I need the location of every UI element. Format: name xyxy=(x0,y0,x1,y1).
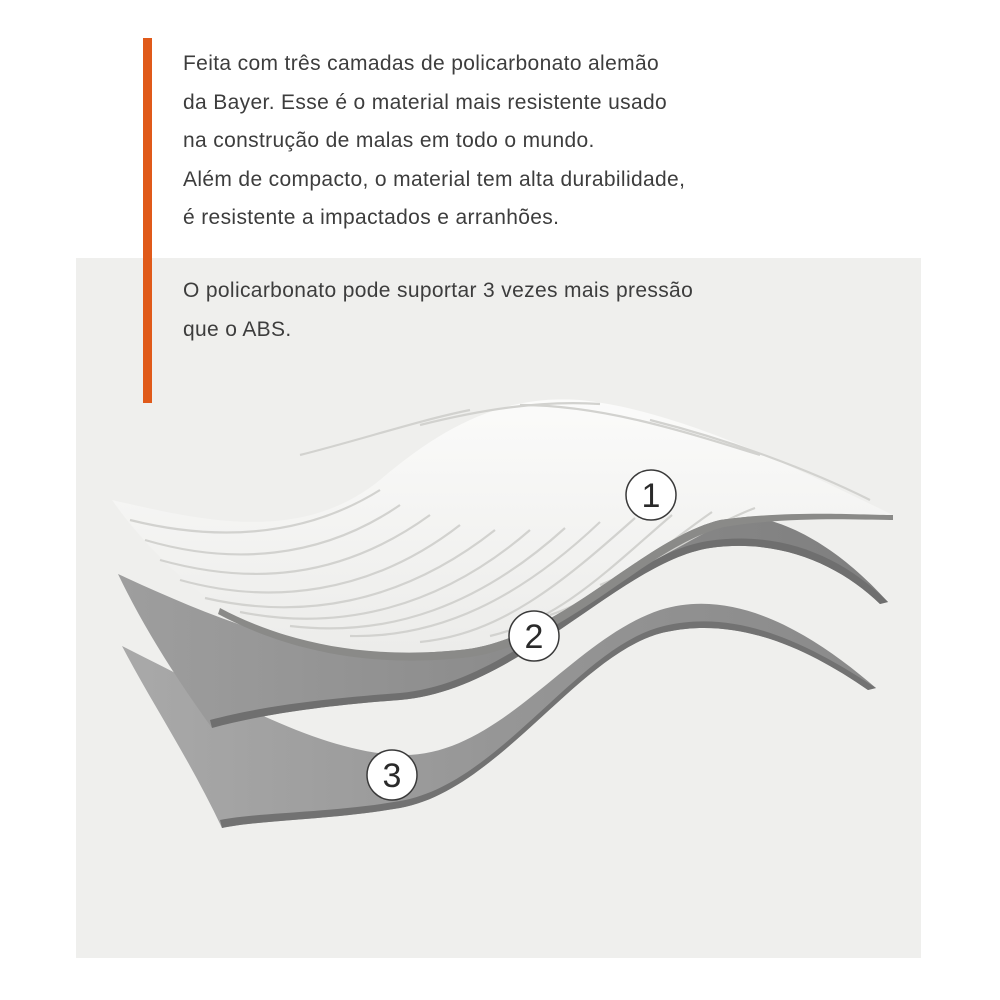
description-line: é resistente a impactados e arranhões. xyxy=(183,206,560,229)
layer-3-badge xyxy=(367,750,417,800)
layer-2-number: 2 xyxy=(524,618,544,656)
layer-1-number: 1 xyxy=(641,477,661,515)
description-line: Além de compacto, o material tem alta durabilidade, xyxy=(183,167,686,191)
comparison-line: que o ABS. xyxy=(183,317,292,341)
comparison-line: O policarbonato pode suportar 3 vezes mais pressão xyxy=(183,279,694,302)
layer-3-number: 3 xyxy=(382,757,402,795)
layer-1-badge xyxy=(626,470,676,520)
description-line: na construção de malas em todo o mundo. xyxy=(183,129,595,152)
layer-2-badge xyxy=(509,611,559,661)
description-line: Feita com três camadas de policarbonato alemão xyxy=(183,52,660,75)
description-line: da Bayer. Esse é o material mais resistente usado xyxy=(183,90,668,114)
